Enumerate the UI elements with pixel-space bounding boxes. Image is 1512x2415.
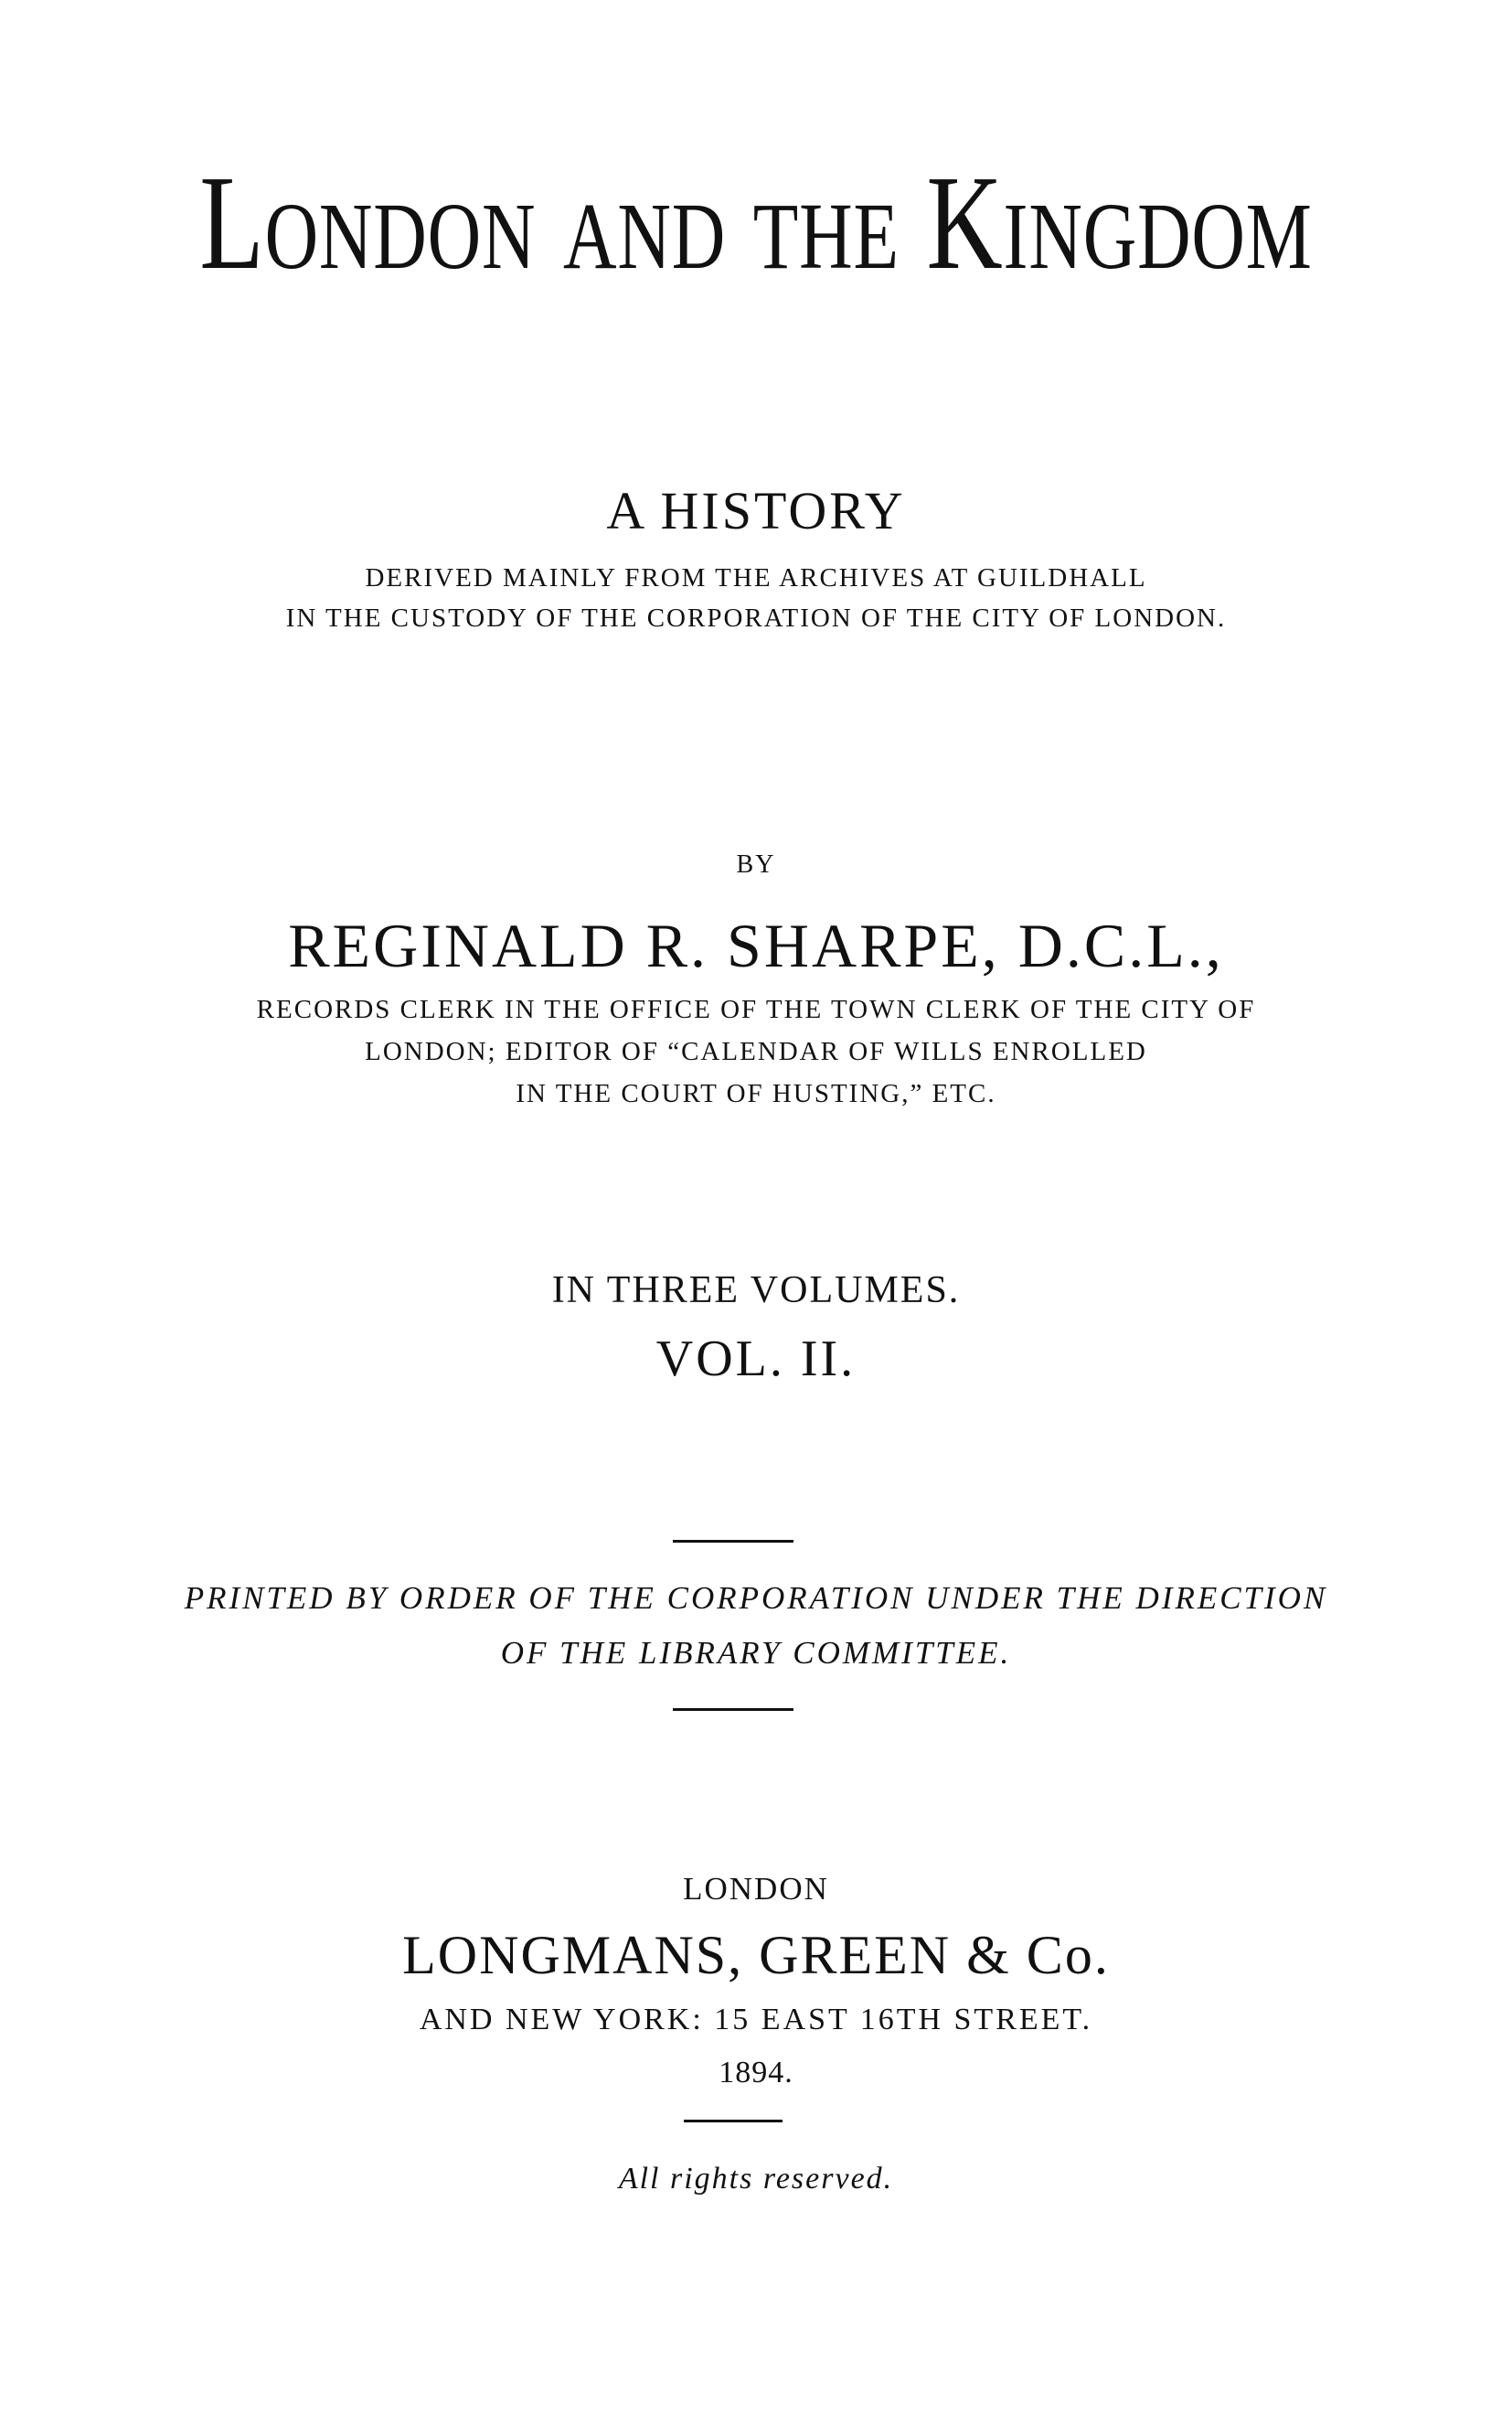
book-title: London and the Kingdom [199,148,1313,298]
imprint-address: AND NEW YORK: 15 EAST 16TH STREET. [419,2003,1093,2036]
byline-by: BY [736,850,776,879]
imprint-city: LONDON [683,1871,829,1907]
subtitle-line-1: DERIVED MAINLY FROM THE ARCHIVES AT GUILDHALL [365,563,1147,593]
author-credentials-line-1: RECORDS CLERK IN THE OFFICE OF THE TOWN CLERK OF THE CITY OF [256,995,1256,1024]
volume-set: IN THREE VOLUMES. [551,1269,961,1311]
volume-number: VOL. II. [655,1330,857,1387]
divider-rule-top [673,1540,793,1543]
imprint-year: 1894. [719,2056,793,2089]
divider-rule-middle [673,1708,793,1711]
imprint-publisher: LONGMANS, GREEN & Co. [402,1925,1110,1985]
author-credentials-line-2: LONDON; EDITOR OF “CALENDAR OF WILLS ENROLLED [365,1037,1147,1066]
divider-rule-bottom [684,2120,783,2122]
rights-reserved: All rights reserved. [618,2162,894,2196]
printed-by-line-2: OF THE LIBRARY COMMITTEE. [500,1635,1012,1671]
subtitle-line-2: IN THE CUSTODY OF THE CORPORATION OF THE CITY OF LONDON. [285,604,1227,633]
author-credentials-line-3: IN THE COURT OF HUSTING,” ETC. [516,1079,996,1108]
subtitle-main: A HISTORY [606,481,906,540]
printed-by-line-1: PRINTED BY ORDER OF THE CORPORATION UNDER THE DIRECTION [184,1580,1328,1616]
author-name: REGINALD R. SHARPE, D.C.L., [288,911,1224,980]
